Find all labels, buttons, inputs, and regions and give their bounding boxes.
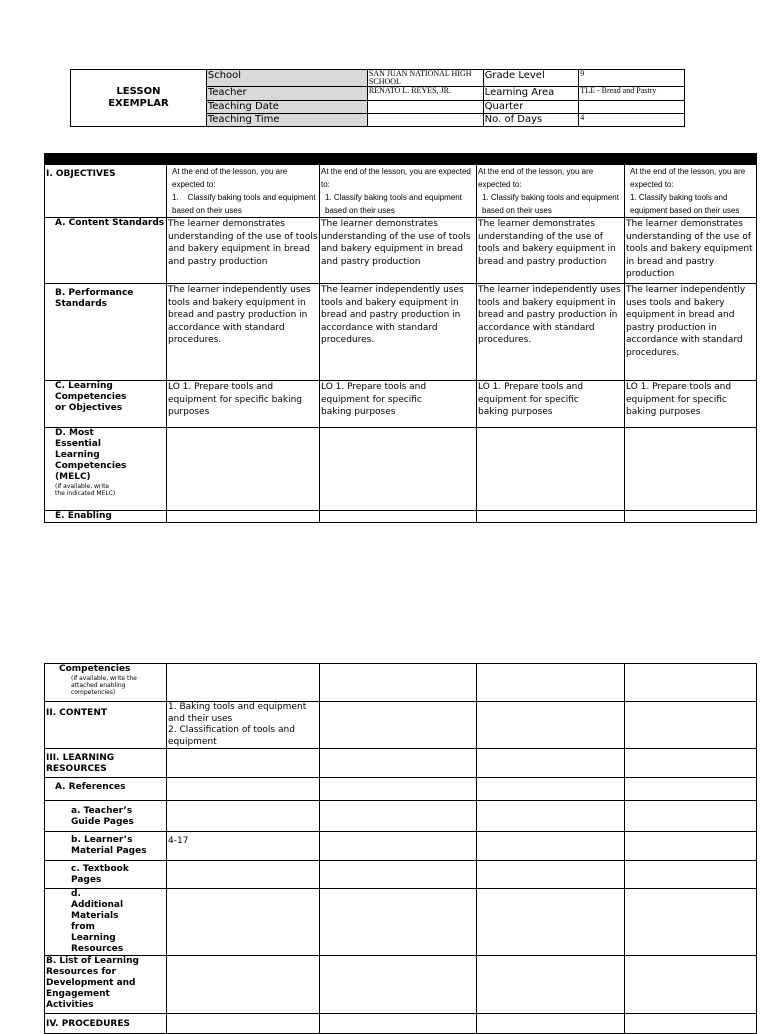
learners-material-col3 [477,832,625,861]
textbook-row [45,861,757,889]
list-col4 [625,956,757,1014]
performance-standards-col2: The learner independently uses tools and bakery equipment in bread and pastry production in accordance with standard procedures. [320,284,477,381]
table-header-bar [45,154,757,165]
content-standards-col3: The learner demonstrates understanding of the use of tools and bakery equipment in bread and pastry production [477,218,625,284]
melc-label [45,428,167,511]
references-col3 [477,778,625,801]
learners-material-label: b. Learner’s Material Pages [45,832,167,861]
objectives-item: 1. Classify baking tools and equipment based on their uses [630,193,740,215]
time-label: Teaching Time [206,114,367,127]
performance-standards-col1: The learner independently uses tools and bakery equipment in bread and pastry production in accordance with standard procedures. [167,284,320,381]
references-label: A. References [45,778,167,801]
references-col2 [320,778,477,801]
learners-material-row [45,832,757,861]
objectives-intro: At the end of the lesson, you are expected to: [321,167,471,189]
teachers-guide-col4 [625,801,757,832]
content-standards-row [45,218,757,284]
melc-col1 [167,428,320,511]
list-col1 [167,956,320,1014]
resources-col1 [167,749,320,778]
content-standards-col1: The learner demonstrates understanding of the use of tools and bakery equipment in bread and pastry production [167,218,320,284]
enabling-col4 [625,511,757,523]
additional-materials-label: d. Additional Materials from Learning Resources [45,889,167,956]
additional-col2 [320,889,477,956]
objectives-intro: At the end of the lesson, you are expected to: [630,167,746,189]
resources-row [45,749,757,778]
performance-standards-col4: The learner independently uses tools and bakery equipment in bread and pastry production in accordance with standard procedures. [625,284,757,381]
lesson-title-line2: EXEMPLAR [108,98,169,109]
objectives-row [45,165,757,218]
performance-standards-col3: The learner independently uses tools and bakery equipment in bread and pastry production in accordance with standard procedures. [477,284,625,381]
teachers-guide-col2 [320,801,477,832]
objectives-item: 1. Classify baking tools and equipment based on their uses [482,193,619,215]
school-value: SAN JUAN NATIONAL HIGH SCHOOL [367,70,483,87]
enabling-col3 [477,511,625,523]
learning-competencies-label: C. Learning Competencies or Objectives [45,381,167,428]
learning-competencies-col2: LO 1. Prepare tools and equipment for specific baking purposes [320,381,477,428]
melc-note: (If available, write the indicated MELC) [55,483,116,497]
references-col4 [625,778,757,801]
objectives-item: 1. Classify baking tools and equipment based on their uses [325,193,462,215]
references-row [45,778,757,801]
additional-col1 [167,889,320,956]
objectives-intro: At the end of the lesson, you are expected to: [478,167,594,189]
area-value: TLE - Bread and Pastry [579,87,685,101]
lesson-title-line1: LESSON [116,86,161,97]
references-col1 [167,778,320,801]
enabling2-col1 [167,664,320,702]
resources-label: III. LEARNING RESOURCES [45,749,167,778]
enabling-col1 [167,511,320,523]
lesson-header-table [70,69,685,127]
objectives-col4 [625,165,757,218]
quarter-label: Quarter [483,101,579,114]
learning-competencies-row [45,381,757,428]
days-label: No. of Days [483,114,579,127]
additional-materials-row [45,889,757,956]
area-label: Learning Area [483,87,579,101]
list-col2 [320,956,477,1014]
learning-competencies-col3: LO 1. Prepare tools and equipment for specific baking purposes [477,381,625,428]
lesson-exemplar-title [71,70,207,127]
grade-value: 9 [579,70,685,87]
enabling-label-bottom: Competencies [59,664,131,674]
date-label: Teaching Date [206,101,367,114]
content-standards-col4: The learner demonstrates understanding of the use of tools and bakery equipment in bread and pastry production [625,218,757,284]
enabling-note: (If available, write the attached enabling competencies) [71,675,137,696]
objectives-label: I. OBJECTIVES [45,165,167,218]
teachers-guide-row [45,801,757,832]
objectives-intro: At the end of the lesson, you are expected to: [172,167,288,189]
content-label: II. CONTENT [45,702,167,749]
enabling2-col3 [477,664,625,702]
textbook-label: c. Textbook Pages [45,861,167,889]
enabling2-col4 [625,664,757,702]
textbook-col2 [320,861,477,889]
additional-col3 [477,889,625,956]
teachers-guide-label: a. Teacher’s Guide Pages [45,801,167,832]
lesson-plan-table-page1 [44,153,757,523]
enabling-row-bottom [45,664,757,702]
additional-col4 [625,889,757,956]
learning-competencies-col4: LO 1. Prepare tools and equipment for specific baking purposes [625,381,757,428]
teacher-value: RENATO L. REYES, JR. [367,87,483,101]
objectives-col1 [167,165,320,218]
learners-material-col2 [320,832,477,861]
objectives-item: 1. Classify baking tools and equipment based on their uses [172,193,316,215]
textbook-col4 [625,861,757,889]
lesson-plan-table-page2 [44,663,757,1034]
learners-material-value: 4-17 [167,832,320,861]
melc-label-text: D. Most Essential Learning Competencies (MELC) [55,428,127,482]
objectives-col2 [320,165,477,218]
performance-standards-label: B. Performance Standards [45,284,167,381]
content-standards-col2: The learner demonstrates understanding of the use of tools and bakery equipment in bread and pastry production [320,218,477,284]
teachers-guide-col3 [477,801,625,832]
time-value [367,114,483,127]
textbook-col3 [477,861,625,889]
content-col3 [477,702,625,749]
content-col2 [320,702,477,749]
learning-resources-list-row [45,956,757,1014]
days-value: 4 [579,114,685,127]
grade-label: Grade Level [483,70,579,87]
enabling-col2 [320,511,477,523]
melc-col2 [320,428,477,511]
list-col3 [477,956,625,1014]
melc-col3 [477,428,625,511]
resources-col4 [625,749,757,778]
enabling-label: E. Enabling [45,511,167,523]
melc-row [45,428,757,511]
content-standards-label: A. Content Standards [45,218,167,284]
learning-competencies-col1: LO 1. Prepare tools and equipment for specific baking purposes [167,381,320,428]
procedures-label: IV. PROCEDURES [45,1014,167,1034]
date-value [367,101,483,114]
content-col4 [625,702,757,749]
enabling-row-top [45,511,757,523]
teachers-guide-col1 [167,801,320,832]
textbook-col1 [167,861,320,889]
enabling2-col2 [320,664,477,702]
performance-standards-row [45,284,757,381]
learners-material-col4 [625,832,757,861]
resources-col3 [477,749,625,778]
content-col1: 1. Baking tools and equipment and their uses 2. Classification of tools and equipment [167,702,320,749]
resources-col2 [320,749,477,778]
quarter-value [579,101,685,114]
teacher-label: Teacher [206,87,367,101]
enabling-competencies-label [45,664,167,702]
school-label: School [206,70,367,87]
content-row [45,702,757,749]
melc-col4 [625,428,757,511]
objectives-col3 [477,165,625,218]
learning-resources-list-label: B. List of Learning Resources for Development and Engagement Activities [45,956,167,1014]
